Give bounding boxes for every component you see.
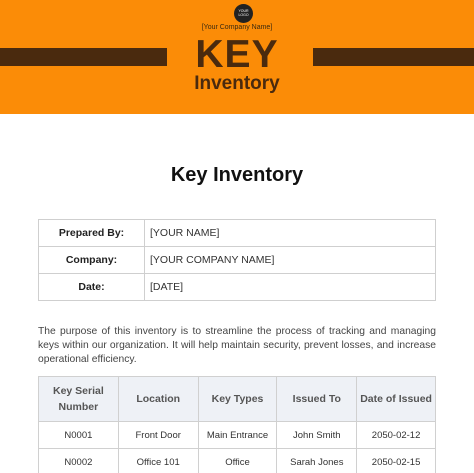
purpose-paragraph: The purpose of this inventory is to streamline the process of tracking and managing keys within our organization. It will help maintain security, prevent losses, and increase operational efficiency. (38, 326, 436, 365)
table-cell: N0002 (39, 449, 119, 473)
table-cell: Front Door (118, 422, 198, 449)
column-header: Date of Issued (357, 377, 436, 422)
table-header-row (39, 377, 436, 422)
column-header: Issued To (277, 377, 357, 422)
table-cell: N0001 (39, 422, 119, 449)
table-cell: Sarah Jones (277, 449, 357, 473)
inventory-table (38, 376, 436, 473)
banner-subtitle: Inventory (194, 73, 280, 94)
info-value: [YOUR NAME] (145, 220, 436, 247)
info-row-company (39, 247, 436, 274)
info-label: Date: (39, 274, 145, 301)
column-header: Key Types (198, 377, 277, 422)
table-cell: Office 101 (118, 449, 198, 473)
table-row (39, 422, 436, 449)
info-value: [DATE] (145, 274, 436, 301)
header-banner (0, 0, 474, 114)
info-value: [YOUR COMPANY NAME] (145, 247, 436, 274)
info-label: Company: (39, 247, 145, 274)
info-table (38, 219, 436, 301)
table-cell: Main Entrance (198, 422, 277, 449)
table-row (39, 449, 436, 473)
document-title: Key Inventory (170, 164, 304, 186)
column-header: Location (118, 377, 198, 422)
info-label: Prepared By: (39, 220, 145, 247)
column-header: Key Serial Number (39, 377, 119, 422)
table-cell: 2050-02-15 (357, 449, 436, 473)
info-row-prepared-by (39, 220, 436, 247)
banner-title: KEY (195, 33, 279, 76)
table-cell: Office (198, 449, 277, 473)
company-logo: YOUR LOGO (234, 4, 253, 23)
company-name-placeholder: [Your Company Name] (201, 24, 273, 31)
table-cell: John Smith (277, 422, 357, 449)
info-row-date (39, 274, 436, 301)
table-cell: 2050-02-12 (357, 422, 436, 449)
